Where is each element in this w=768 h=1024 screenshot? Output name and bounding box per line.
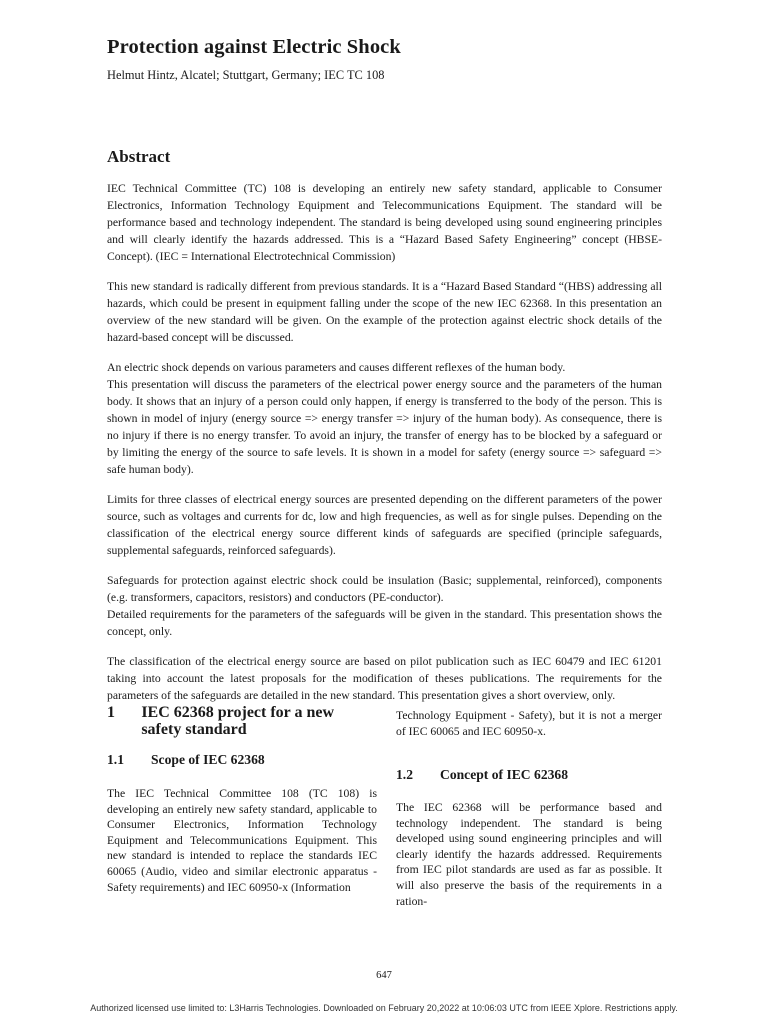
paper-title: Protection against Electric Shock: [107, 36, 401, 58]
abstract-paragraph-5-line-1: Safeguards for protection against electric shock could be insulation (Basic; supplemental, reinforced), components (e.g. transformers, capacitors, resistors) and conductors (PE-conductor).: [107, 574, 662, 604]
abstract-paragraph-6: The classification of the electrical energy source are based on pilot publication such as IEC 60479 and IEC 61201 taking into account the latest proposals for the modification of theses publications. The requirements for the parameters of the safeguards are detailed in the new standard. This presentation gives a short overview, only.: [107, 655, 662, 702]
subsection-1-1-text: The IEC Technical Committee 108 (TC 108) is developing an entirely new safety standard, applicable to Consumer Electronics, Information Technology Equipment and Telecommunications Equipment. This new standard is intended to replace the standards IEC 60065 (Audio, video and similar electronic apparatus - Safety requirements) and IEC 60950-x (Information: [107, 787, 377, 894]
abstract-paragraph-1: IEC Technical Committee (TC) 108 is developing an entirely new safety standard, applicable to Consumer Electronics, Information Technology Equipment and Telecommunications Equipment. The standard will be performance based and technology independent. The standard is being developed using sound engineering principles and will clearly identify the hazards addressed. This is a “Hazard Based Safety Engineering” concept (HBSE-Concept). (IEC = International Electrotechnical Commission): [107, 182, 662, 263]
section-1-number: 1: [107, 704, 115, 721]
page-number: 647: [376, 970, 392, 981]
abstract-paragraph-3-line-1: An electric shock depends on various parameters and causes different reflexes of the human body.: [107, 361, 566, 374]
abstract-paragraph-5: [107, 572, 662, 640]
subsection-1-1-title: Scope of IEC 62368: [151, 752, 265, 767]
abstract-paragraph-3-line-2: This presentation will discuss the parameters of the electrical power energy source and the parameters of the human body. It shows that an injury of a person could only happen, if energy is transferred to the body of the person. This is shown in model of injury (energy source => energy transfer => injury of the human body). As consequence, there is no injury if there is no energy transfer. To avoid an injury, the transfer of energy has to be blocked by a safeguard or by limiting the energy of the source to safe levels. It is shown in a model for safety (energy source => safeguard => safe human body).: [107, 378, 662, 476]
abstract-paragraph-5-line-2: Detailed requirements for the parameters of the safeguards will be given in the standard. This presentation shows the concept, only.: [107, 608, 662, 638]
section-1-title: IEC 62368 project for a new safety standard: [141, 704, 335, 738]
subsection-1-2-title: Concept of IEC 62368: [440, 767, 569, 782]
abstract-paragraph-4: Limits for three classes of electrical energy sources are presented depending on the different parameters of the power source, such as voltages and currents for dc, low and high frequencies, as well as for single pulses. Depending on the classification of the electrical energy source different kinds of safeguards are specified (principle safeguards, supplemental safeguards, reinforced safeguards).: [107, 493, 662, 557]
abstract-paragraph-3: [107, 359, 662, 478]
abstract-body: [107, 180, 662, 717]
abstract-paragraph-2: This new standard is radically different from previous standards. It is a “Hazard Based Standard “(HBS) addressing all hazards, which could be present in equipment falling under the scope of the new IEC 62368. In this presentation an overview of the new standard will be given. On the example of the protection against electric shock details of the hazard-based concept will be discussed.: [107, 280, 662, 344]
paper-authors: Helmut Hintz, Alcatel; Stuttgart, Germany; IEC TC 108: [107, 68, 385, 82]
license-footer: Authorized licensed use limited to: L3Harris Technologies. Downloaded on February 20,2022 at 10:06:03 UTC from IEEE Xplore. Restrictions apply.: [90, 1003, 678, 1013]
abstract-heading: Abstract: [107, 147, 171, 166]
subsection-1-1-number: 1.1: [107, 752, 124, 767]
subsection-1-2-text: The IEC 62368 will be performance based and technology independent. The standard is being developed using sound engineering principles and will clearly identify the hazards addressed. Requirements from IEC pilot standards are used as far as possible. It will also preserve the basis of the requirements in a ration-: [396, 801, 662, 908]
subsection-1-2-heading: [396, 767, 568, 783]
subsection-1-1-continuation: Technology Equipment - Safety), but it is not a merger of IEC 60065 and IEC 60950-x.: [396, 709, 662, 738]
section-1-heading: [107, 704, 377, 738]
subsection-1-1-heading: [107, 752, 265, 768]
subsection-1-2-number: 1.2: [396, 767, 413, 782]
